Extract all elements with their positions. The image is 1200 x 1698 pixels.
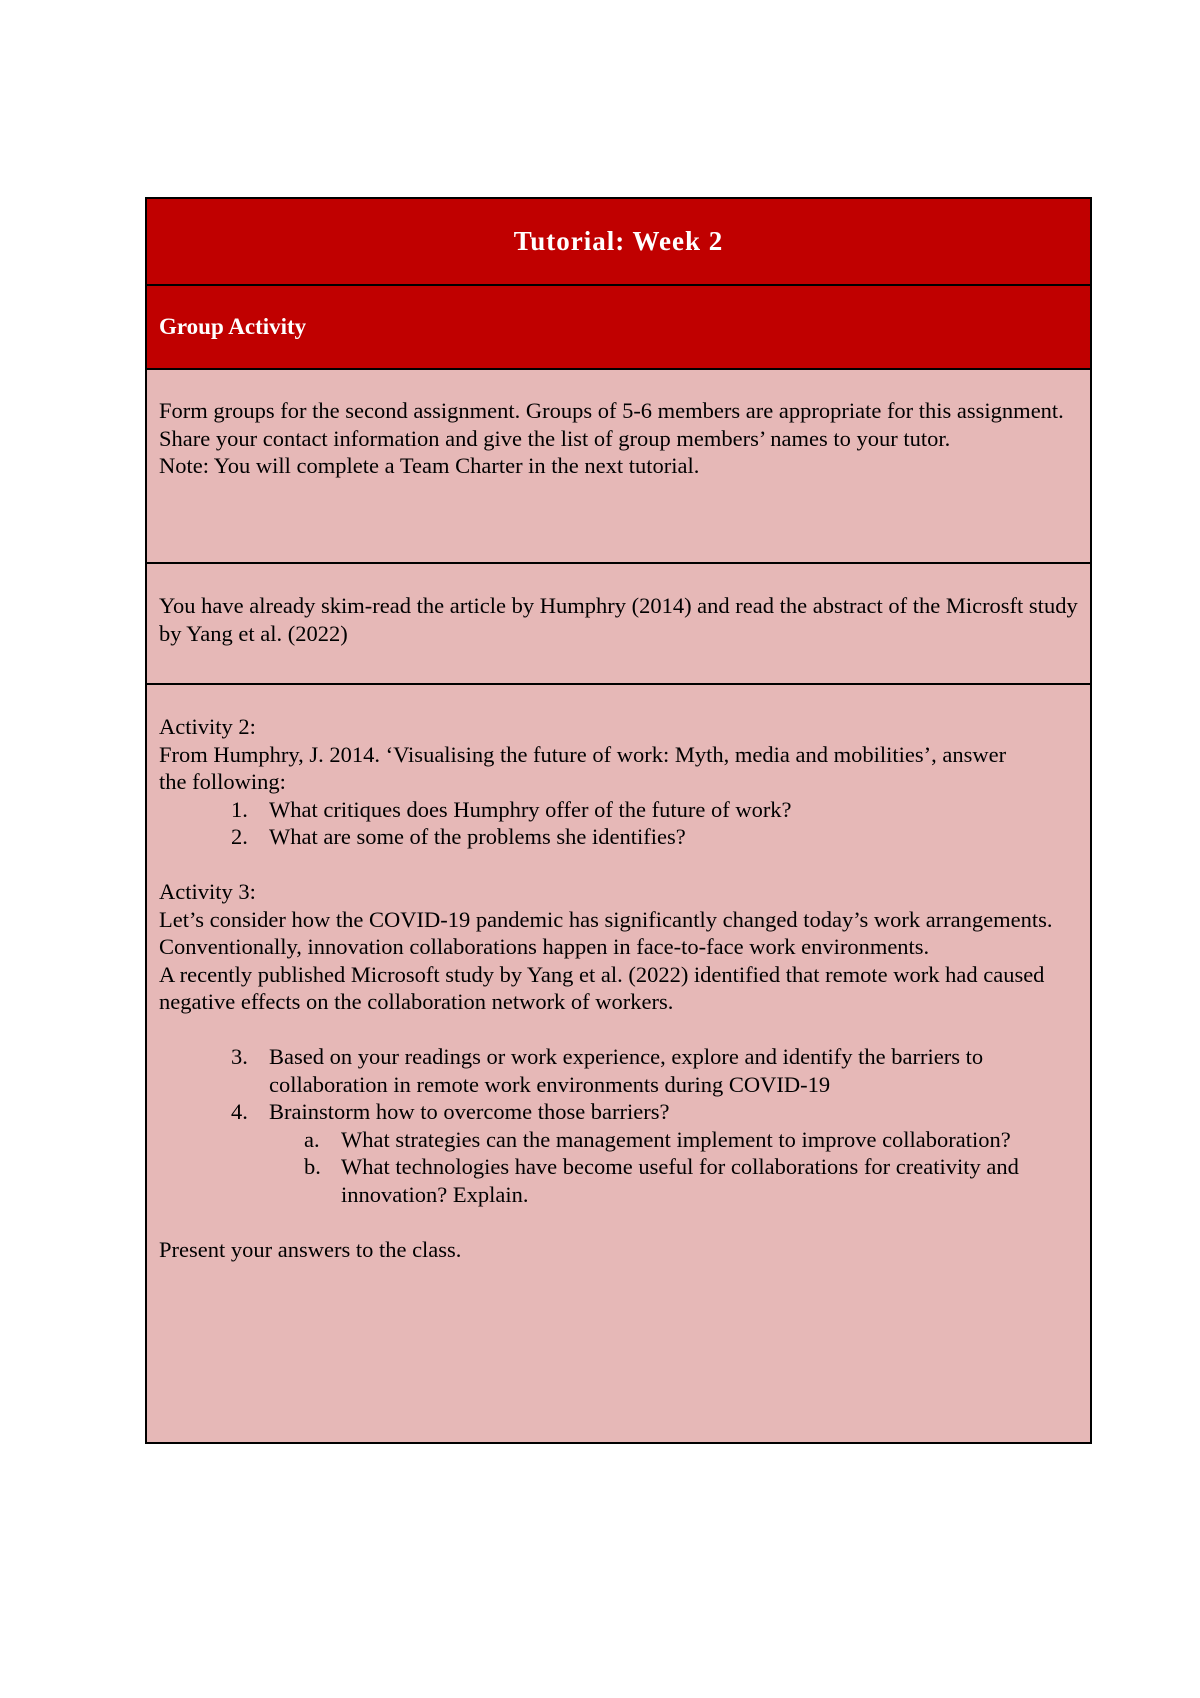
tutorial-table — [145, 197, 1092, 1444]
list-item — [159, 796, 1078, 824]
group-instruction-line: Share your contact information and give the list of group members’ names to your tutor. — [159, 425, 951, 451]
page-title: Tutorial: Week 2 — [147, 199, 1090, 286]
question-text: What critiques does Humphry offer of the future of work? — [269, 796, 792, 822]
list-marker: a. — [304, 1126, 320, 1152]
activity2-intro-cont: the following: — [159, 769, 286, 794]
subquestion-text: What strategies can the management implement to improve collaboration? — [341, 1126, 1011, 1152]
list-item — [159, 823, 1078, 851]
group-instructions-cell — [147, 370, 1090, 564]
activity3-para: Let’s consider how the COVID-19 pandemic has significantly changed today’s work arrangements. — [159, 906, 1053, 932]
reading-cell — [147, 564, 1090, 685]
closing-instruction: Present your answers to the class. — [159, 1236, 462, 1262]
question-text: Based on your readings or work experience, explore and identify the barriers to collaboration in remote work environments during COVID-19 — [269, 1044, 984, 1097]
activity2-question-list — [159, 796, 1078, 851]
list-item — [159, 1126, 1078, 1154]
reading-text: You have already skim-read the article by Humphry (2014) and read the abstract of the Microsft study by Yang et al. (2022) — [159, 593, 1078, 646]
list-marker: 2. — [231, 824, 248, 849]
activity2-intro: From Humphry, J. 2014. ‘Visualising the future of work: Myth, media and mobilities’, answer — [159, 741, 1007, 767]
list-item — [159, 1043, 1078, 1098]
activity3-subquestion-list — [159, 1126, 1078, 1209]
activity3-question-list — [159, 1043, 1078, 1126]
list-item — [159, 1153, 1078, 1208]
question-text: What are some of the problems she identifies? — [269, 824, 686, 849]
group-note: Note: You will complete a Team Charter in the next tutorial. — [159, 453, 700, 478]
activities-cell — [147, 685, 1090, 1442]
list-item — [159, 1098, 1078, 1126]
activity3-para: Conventionally, innovation collaborations happen in face-to-face work environments. — [159, 934, 930, 959]
activity3-label: Activity 3: — [159, 879, 256, 904]
section-heading: Group Activity — [147, 286, 1090, 370]
group-instruction-line: Form groups for the second assignment. Groups of 5-6 members are appropriate for this assignment. — [159, 398, 1064, 423]
activity3-para: A recently published Microsoft study by Yang et al. (2022) identified that remote work had caused negative effects on the collaboration network of workers. — [159, 961, 1045, 1014]
list-marker: 1. — [231, 796, 248, 822]
activity2-label: Activity 2: — [159, 714, 256, 739]
question-text: Brainstorm how to overcome those barriers? — [269, 1099, 670, 1124]
list-marker: 3. — [231, 1044, 248, 1069]
list-marker: 4. — [231, 1099, 248, 1124]
subquestion-text: What technologies have become useful for collaborations for creativity and innovation? Explain. — [341, 1154, 1019, 1207]
list-marker: b. — [304, 1154, 321, 1179]
